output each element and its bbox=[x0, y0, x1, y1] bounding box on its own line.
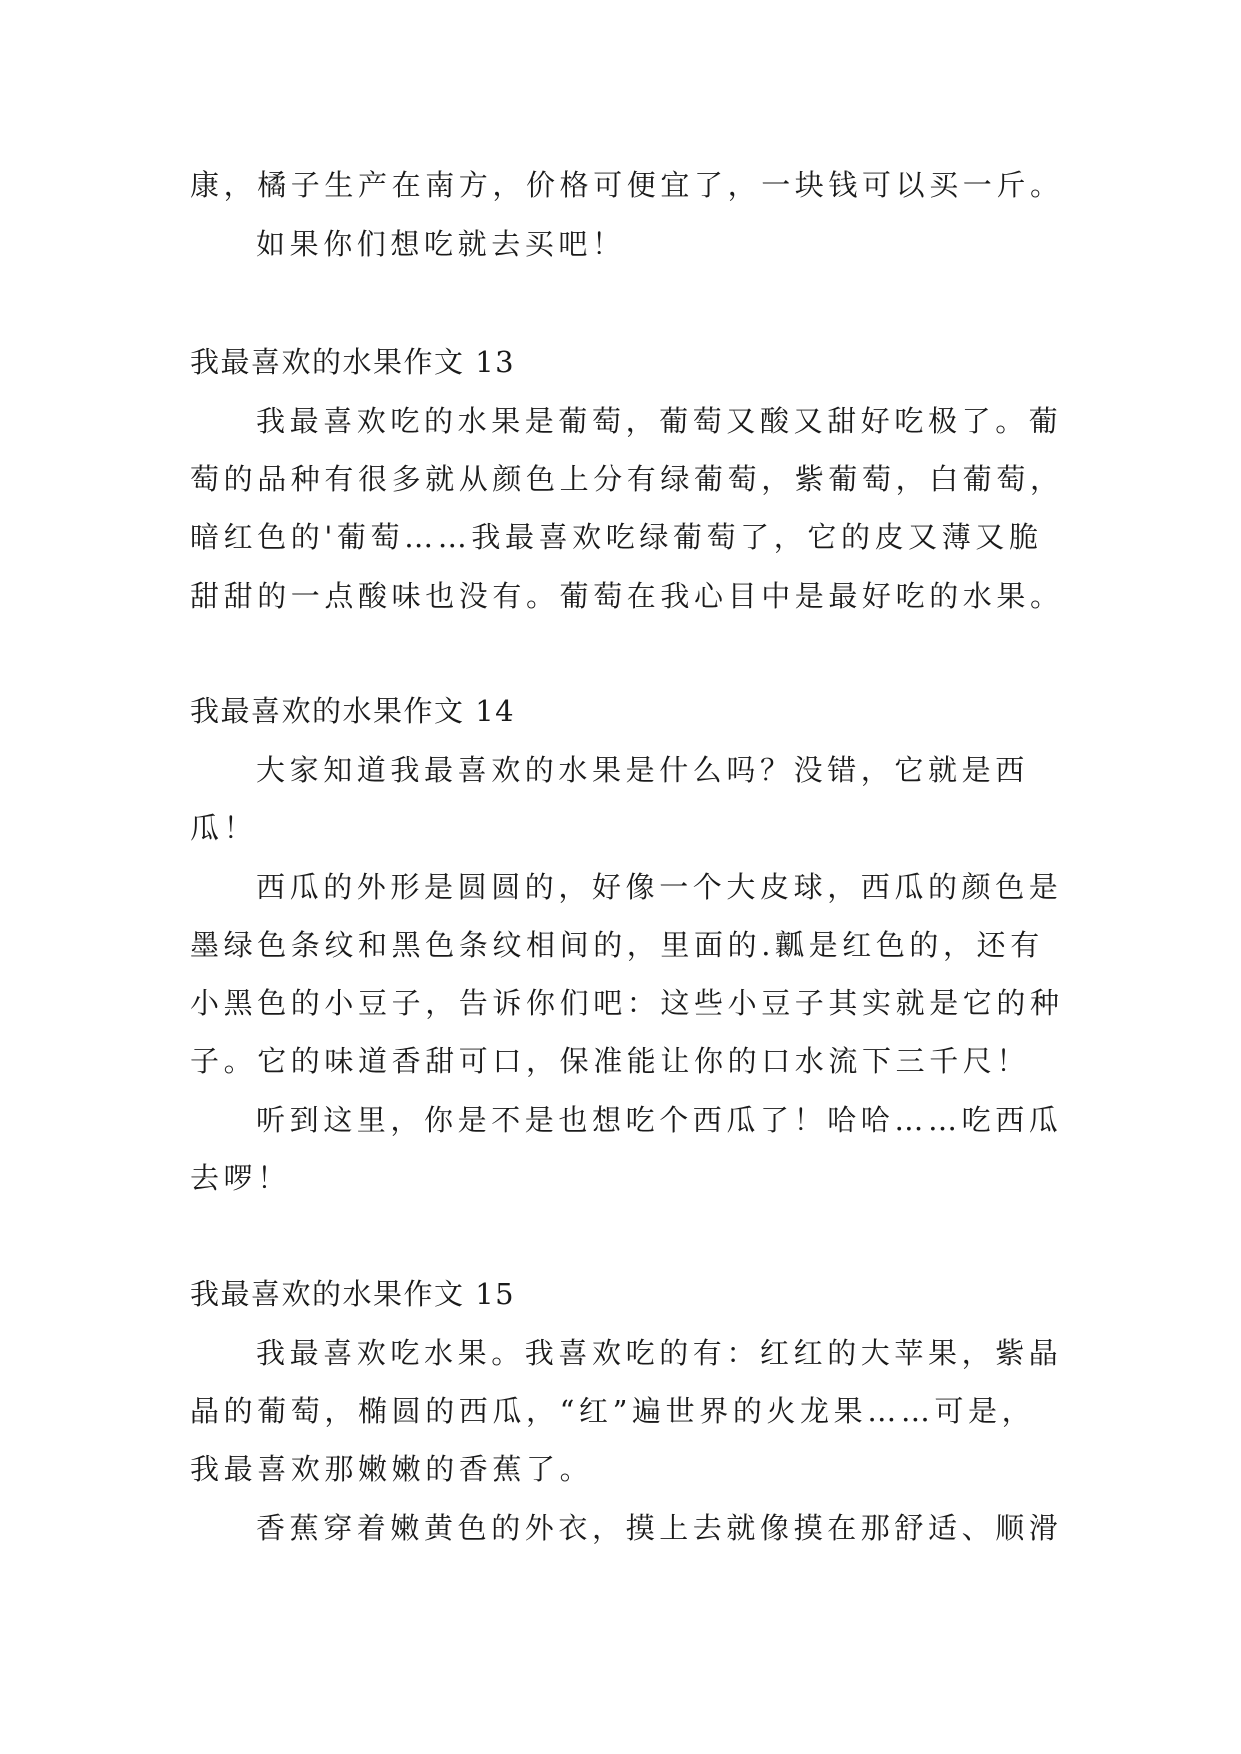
paragraph-line: 我最喜欢那嫩嫩的香蕉了。 bbox=[190, 1452, 594, 1486]
paragraph-line: 大家知道我最喜欢的水果是什么吗？没错，它就是西 bbox=[256, 753, 1029, 787]
essay-title-15: 我最喜欢的水果作文 15 bbox=[190, 1277, 516, 1311]
paragraph-line: 听到这里，你是不是也想吃个西瓜了！哈哈……吃西瓜 bbox=[256, 1103, 1063, 1137]
paragraph-line: 甜甜的一点酸味也没有。葡萄在我心目中是最好吃的水果。 bbox=[190, 579, 1064, 613]
paragraph-line: 香蕉穿着嫩黄色的外衣，摸上去就像摸在那舒适、顺滑 bbox=[256, 1511, 1063, 1545]
paragraph-line: 瓜！ bbox=[190, 811, 258, 845]
paragraph-line: 康，橘子生产在南方，价格可便宜了，一块钱可以买一斤。 bbox=[190, 168, 1064, 202]
paragraph-line: 小黑色的小豆子，告诉你们吧：这些小豆子其实就是它的种 bbox=[190, 986, 1064, 1020]
essay-title-14: 我最喜欢的水果作文 14 bbox=[190, 694, 516, 728]
paragraph-line: 我最喜欢吃水果。我喜欢吃的有：红红的大苹果，紫晶 bbox=[256, 1336, 1063, 1370]
paragraph-line: 西瓜的外形是圆圆的，好像一个大皮球，西瓜的颜色是 bbox=[256, 870, 1063, 904]
paragraph-line: 萄的品种有很多就从颜色上分有绿葡萄，紫葡萄，白葡萄， bbox=[190, 462, 1064, 496]
paragraph-line: 子。它的味道香甜可口，保准能让你的口水流下三千尺！ bbox=[190, 1044, 1031, 1078]
paragraph-line: 如果你们想吃就去买吧！ bbox=[256, 227, 626, 261]
paragraph-line: 墨绿色条纹和黑色条纹相间的，里面的.瓤是红色的，还有 bbox=[190, 928, 1044, 962]
paragraph-line: 暗红色的'葡萄……我最喜欢吃绿葡萄了，它的皮又薄又脆 bbox=[190, 520, 1043, 554]
paragraph-line: 晶的葡萄，椭圆的西瓜，“红”遍世界的火龙果……可是， bbox=[190, 1394, 1036, 1428]
paragraph-line: 我最喜欢吃的水果是葡萄，葡萄又酸又甜好吃极了。葡 bbox=[256, 404, 1063, 438]
paragraph-line: 去啰！ bbox=[190, 1161, 291, 1195]
essay-title-13: 我最喜欢的水果作文 13 bbox=[190, 345, 516, 379]
